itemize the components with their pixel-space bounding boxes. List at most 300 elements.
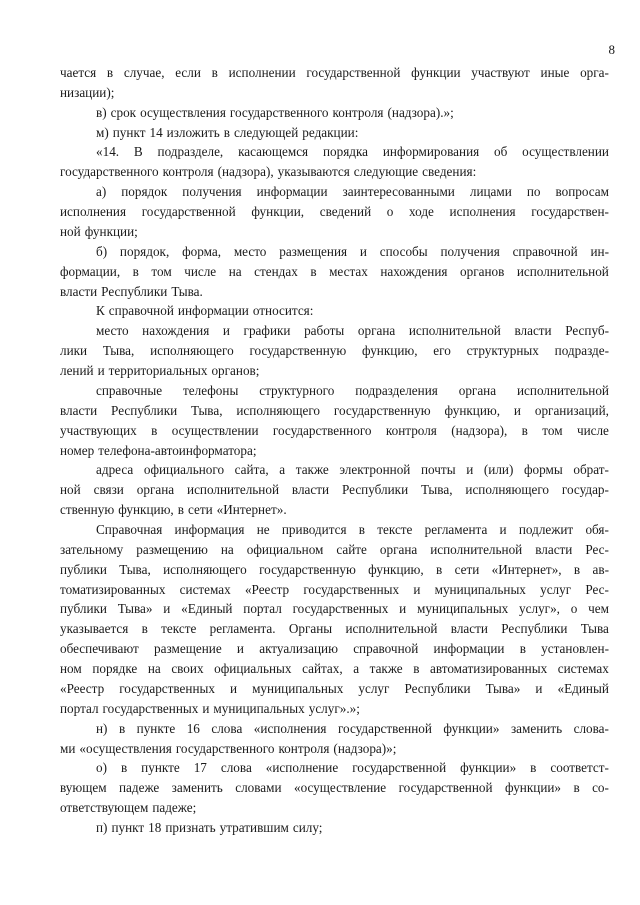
word: и	[499, 522, 507, 537]
word: ходе	[409, 204, 434, 219]
word: стендах	[254, 264, 298, 279]
word: органа	[136, 482, 175, 497]
word: слова	[220, 760, 252, 775]
word: работы	[304, 323, 345, 338]
text-line	[96, 243, 609, 261]
word: в	[519, 641, 526, 656]
word: в	[141, 621, 148, 636]
text-line	[60, 64, 609, 82]
word: следующие	[353, 164, 419, 179]
word: власти	[535, 542, 573, 557]
word: сайтах,	[302, 661, 343, 676]
text-line	[60, 422, 609, 440]
word: в	[358, 522, 366, 537]
word: в	[436, 562, 443, 577]
word: и	[359, 244, 367, 259]
word: муниципальных	[434, 582, 526, 597]
word: власти	[291, 482, 330, 497]
word: м)	[96, 125, 109, 140]
word: регламента	[424, 522, 488, 537]
word: функции;	[84, 224, 138, 239]
word: контроля	[278, 741, 330, 756]
word: и	[163, 601, 171, 616]
word: системах	[179, 582, 231, 597]
word: лицами	[469, 184, 512, 199]
word: исполнения	[449, 204, 516, 219]
word: «Единый	[557, 681, 609, 696]
text-line	[96, 302, 609, 320]
word: местах	[329, 264, 368, 279]
word: органов	[460, 264, 505, 279]
word: функции,	[251, 204, 305, 219]
word: о	[386, 204, 394, 219]
word: (надзора).»;	[387, 105, 454, 120]
word: случае,	[123, 65, 165, 80]
word: сети	[454, 562, 480, 577]
word: В	[133, 144, 143, 159]
word: падеже;	[152, 800, 197, 815]
word: о	[570, 601, 578, 616]
word: «осуществления	[79, 741, 172, 756]
word: на	[220, 542, 234, 557]
word: функции	[411, 65, 461, 80]
word: «Интернет»,	[491, 562, 562, 577]
word: ответствующем	[60, 800, 149, 815]
word: власти	[514, 323, 552, 338]
text-line	[60, 84, 609, 102]
word: порядок	[121, 184, 168, 199]
word: «Реестр	[244, 582, 290, 597]
word: ав-	[592, 562, 609, 577]
word: падеже	[118, 780, 160, 795]
word: осуществлении	[171, 423, 259, 438]
word: публики	[60, 601, 107, 616]
word: б)	[96, 244, 108, 259]
word: а	[353, 661, 360, 676]
word: контроля	[332, 105, 384, 120]
word: (или)	[483, 462, 514, 477]
word: органа	[357, 323, 396, 338]
word: в)	[96, 105, 107, 120]
text-line	[96, 143, 609, 161]
word: в	[132, 264, 139, 279]
word: на	[147, 661, 161, 676]
word: государ-	[561, 482, 609, 497]
word: адреса	[96, 462, 134, 477]
text-line	[96, 521, 609, 539]
word: государственных	[303, 582, 400, 597]
word: Тыва»	[485, 681, 521, 696]
word: «осуществление	[293, 780, 387, 795]
word: государственной	[352, 760, 447, 775]
word: и	[222, 323, 230, 338]
text-line	[60, 740, 609, 758]
word: Рес-	[585, 542, 609, 557]
word: чается	[60, 65, 97, 80]
text-line	[96, 759, 609, 777]
word: исполнительной	[345, 621, 438, 636]
word: об	[494, 144, 508, 159]
word: приводится	[281, 522, 347, 537]
word: Республики	[111, 403, 178, 418]
word: по	[526, 184, 541, 199]
word: соответст-	[550, 760, 609, 775]
word: обеспечивают	[60, 641, 139, 656]
text-line	[60, 600, 609, 618]
text-line	[60, 203, 609, 221]
word: иные	[540, 65, 570, 80]
word: том	[151, 264, 172, 279]
word: «исполнение	[265, 760, 339, 775]
text-line	[60, 640, 609, 658]
word: функцию,	[362, 343, 418, 358]
text-line	[60, 779, 609, 797]
word: вующем	[60, 780, 107, 795]
word: нахождения	[142, 323, 210, 338]
word: и	[97, 363, 105, 378]
word: и	[399, 601, 407, 616]
word: Республики	[341, 482, 409, 497]
word: структурного	[259, 383, 335, 398]
word: заменить	[171, 780, 223, 795]
word: 16	[186, 721, 200, 736]
word: функции»	[443, 721, 500, 736]
word: в	[310, 264, 317, 279]
word: связи	[93, 482, 124, 497]
word: контроля	[162, 164, 214, 179]
word: услуг	[358, 681, 390, 696]
word: (надзора),	[451, 423, 508, 438]
word: власти	[60, 284, 98, 299]
word: государственных	[102, 701, 199, 716]
word: муниципальных	[252, 681, 344, 696]
text-line	[60, 501, 609, 519]
word: редакции:	[302, 125, 359, 140]
word: в	[106, 65, 114, 80]
word: тексте	[161, 621, 197, 636]
word: (надзора)»;	[333, 741, 397, 756]
word: публики	[60, 562, 107, 577]
word: в	[223, 125, 230, 140]
word: Республики	[501, 621, 568, 636]
word: в	[118, 721, 126, 736]
word: исполнительной	[408, 323, 501, 338]
word: относится:	[252, 303, 314, 318]
word: орга-	[580, 65, 609, 80]
word: порядке	[92, 661, 138, 676]
word: функции»	[504, 780, 562, 795]
word: и	[202, 701, 210, 716]
text-line	[60, 620, 609, 638]
word: также	[369, 661, 403, 676]
word: номер	[60, 443, 95, 458]
word: получения	[440, 244, 500, 259]
word: не	[256, 522, 270, 537]
word: и	[236, 641, 244, 656]
word: размещения	[279, 244, 348, 259]
word: территориальных	[108, 363, 208, 378]
word: участвующих	[60, 423, 137, 438]
word: «14.	[96, 144, 120, 159]
word: исполнении	[228, 65, 296, 80]
word: исполняющего	[150, 343, 234, 358]
word: государственного	[272, 423, 372, 438]
word: государственных	[292, 601, 389, 616]
word: Тыва,	[119, 562, 151, 577]
word: власти	[60, 403, 98, 418]
word: государственной	[141, 204, 236, 219]
word: пункте	[141, 760, 180, 775]
word: в	[120, 760, 128, 775]
word: Органы	[288, 621, 333, 636]
word: Рес-	[585, 582, 609, 597]
word: числе	[184, 264, 217, 279]
word: органа	[458, 383, 497, 398]
word: Тыва»	[117, 601, 153, 616]
word: структурных	[466, 343, 539, 358]
word: и	[466, 462, 474, 477]
word: срок	[110, 105, 137, 120]
word: Республики	[101, 284, 168, 299]
word: ном	[60, 661, 82, 676]
word: о)	[96, 760, 107, 775]
word: функции»	[460, 760, 517, 775]
word: ной	[60, 224, 81, 239]
word: «Реестр	[60, 681, 105, 696]
word: исполняющего	[163, 562, 247, 577]
word: размещение	[154, 641, 222, 656]
word: осуществлении	[522, 144, 609, 159]
text-line	[60, 362, 609, 380]
word: слова	[211, 721, 243, 736]
word: функцию,	[444, 403, 501, 418]
word: ственную	[60, 502, 115, 517]
word: обрат-	[573, 462, 609, 477]
word: и	[230, 681, 238, 696]
text-line	[96, 322, 609, 340]
word: том	[542, 423, 563, 438]
word: ми	[60, 741, 76, 756]
word: а	[279, 462, 286, 477]
word: (надзора),	[217, 164, 274, 179]
word: государственной	[398, 780, 493, 795]
word: информации	[177, 303, 249, 318]
word: и	[413, 582, 421, 597]
word: муниципальных	[416, 601, 509, 616]
word: в	[211, 65, 218, 80]
word: порядка	[322, 144, 369, 159]
word: в	[521, 423, 528, 438]
word: Тыва,	[191, 403, 223, 418]
word: государственного	[60, 164, 159, 179]
word: признать	[165, 820, 216, 835]
word: функцию,	[118, 502, 174, 517]
word: пункт	[111, 820, 145, 835]
word: «Единый	[181, 601, 233, 616]
word: функцию,	[368, 562, 424, 577]
word: формы	[523, 462, 563, 477]
word: исполнительной	[516, 264, 609, 279]
text-line	[60, 561, 609, 579]
text-line	[96, 720, 609, 738]
word: низации);	[60, 85, 115, 100]
word: формации,	[60, 264, 121, 279]
word: размещению	[136, 542, 208, 557]
word: изложить	[166, 125, 220, 140]
word: ной	[60, 482, 81, 497]
word: 18	[148, 820, 162, 835]
word: исполнения	[60, 204, 127, 219]
word: подразде-	[554, 343, 609, 358]
word: на	[228, 264, 242, 279]
word: указываются	[277, 164, 350, 179]
word: подразделения	[355, 383, 438, 398]
word: Республики	[404, 681, 471, 696]
word: тексте	[377, 522, 413, 537]
word: государственных	[119, 681, 215, 696]
text-line	[60, 799, 609, 817]
word: утратившим	[219, 820, 289, 835]
word: силу;	[292, 820, 323, 835]
word: сайта,	[234, 462, 269, 477]
word: а)	[96, 184, 107, 199]
word: если	[175, 65, 201, 80]
word: исполнительной	[516, 383, 609, 398]
word: государственного	[175, 741, 275, 756]
word: числе	[576, 423, 609, 438]
word: чем	[588, 601, 609, 616]
word: К	[96, 303, 105, 318]
word: лики	[60, 343, 88, 358]
word: справочной	[353, 641, 419, 656]
word: графики	[243, 323, 291, 338]
word: ин-	[590, 244, 609, 259]
word: вопросам	[555, 184, 609, 199]
word: место	[96, 323, 129, 338]
word: в	[573, 562, 581, 577]
word: Тыва,	[102, 343, 135, 358]
word: Респуб-	[565, 323, 609, 338]
word: словами	[235, 780, 282, 795]
word: государственной	[337, 721, 432, 736]
word: регламента.	[209, 621, 276, 636]
word: контроля	[385, 423, 437, 438]
word: электронной	[339, 462, 411, 477]
text-line	[60, 163, 609, 181]
word: телефоны	[183, 383, 239, 398]
word: автоматизированных	[430, 661, 548, 676]
word: 17	[193, 760, 207, 775]
word: следующей	[233, 125, 299, 140]
text-line	[96, 461, 609, 479]
word: государственную	[249, 343, 347, 358]
word: пункте	[136, 721, 176, 736]
word: н)	[96, 721, 108, 736]
text-line	[60, 541, 609, 559]
word: заинтересованными	[342, 184, 455, 199]
word: сведений	[319, 204, 372, 219]
word: телефона-автоинформатора;	[98, 443, 257, 458]
text-line	[96, 819, 609, 837]
word: официальных	[214, 661, 292, 676]
word: 14	[149, 125, 163, 140]
word: сети	[187, 502, 213, 517]
word: также	[295, 462, 329, 477]
word: сайте	[336, 542, 367, 557]
word: государственной	[306, 65, 401, 80]
word: в	[530, 760, 537, 775]
word: власти	[450, 621, 488, 636]
word: портал	[243, 601, 282, 616]
word: справочной	[108, 303, 174, 318]
word: и	[513, 403, 521, 418]
word: муниципальных	[213, 701, 305, 716]
word: сведения:	[422, 164, 477, 179]
word: справочной	[512, 244, 578, 259]
word: порядок,	[119, 244, 170, 259]
text-line	[60, 223, 609, 241]
page-number: 8	[608, 42, 615, 57]
word: указывается	[60, 621, 129, 636]
word: слова-	[573, 721, 609, 736]
word: государствен-	[531, 204, 609, 219]
word: место	[233, 244, 267, 259]
word: информация	[174, 522, 245, 537]
word: актуализацию	[259, 641, 338, 656]
text-line	[60, 481, 609, 499]
text-line	[96, 382, 609, 400]
text-line	[60, 680, 609, 698]
word: подлежит	[518, 522, 574, 537]
word: касающемся	[238, 144, 309, 159]
word: в	[177, 502, 184, 517]
text-line	[60, 283, 609, 301]
word: и	[535, 681, 543, 696]
word: «исполнения	[253, 721, 327, 736]
word: «Интернет».	[216, 502, 287, 517]
word: органов;	[211, 363, 260, 378]
word: в	[573, 780, 580, 795]
word: томатизированных	[60, 582, 166, 597]
word: официального	[143, 462, 225, 477]
word: осуществления	[140, 105, 226, 120]
word: зательному	[60, 542, 124, 557]
word: подразделе,	[157, 144, 224, 159]
word: системах	[557, 661, 609, 676]
word: органа	[379, 542, 418, 557]
word: заменить	[510, 721, 563, 736]
word: Тыва,	[421, 482, 453, 497]
word: государственную	[259, 562, 356, 577]
word: лений	[60, 363, 94, 378]
word: портал	[60, 701, 99, 716]
text-line	[60, 442, 609, 460]
word: нахождения	[380, 264, 448, 279]
word: его	[433, 343, 451, 358]
word: получения	[182, 184, 242, 199]
word: пункт	[112, 125, 146, 140]
word: исполнительной	[430, 542, 523, 557]
word: Тыва	[580, 621, 609, 636]
word: почты	[420, 462, 456, 477]
word: обя-	[585, 522, 609, 537]
word: государственную	[333, 403, 431, 418]
text-line	[96, 104, 609, 122]
word: участвуют	[471, 65, 530, 80]
word: информации	[256, 184, 328, 199]
word: услуг	[540, 582, 572, 597]
text-line	[96, 183, 609, 201]
